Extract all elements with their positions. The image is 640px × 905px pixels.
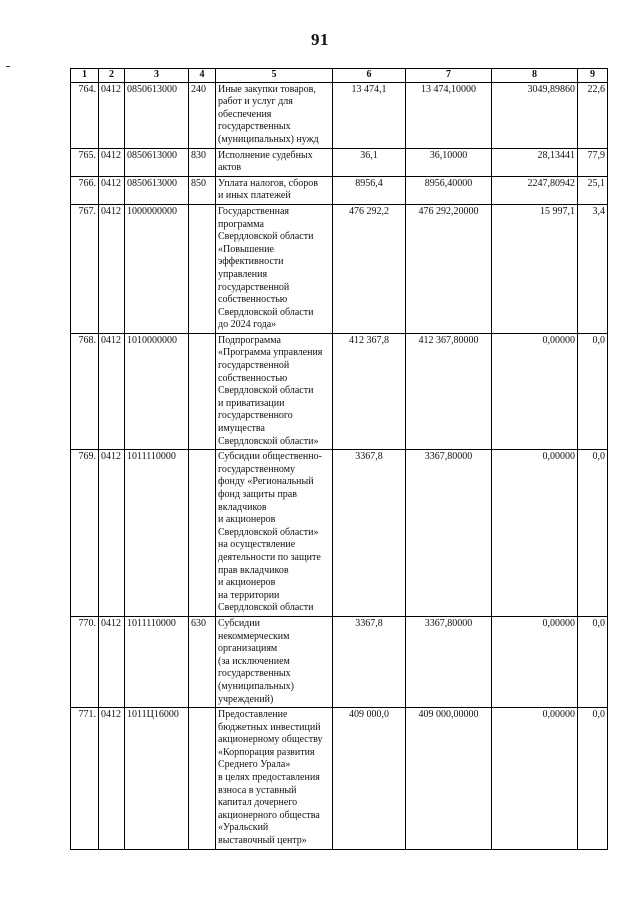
execution-percent: 0,0 bbox=[578, 708, 608, 850]
expense-type-code: 830 bbox=[189, 148, 216, 176]
target-article-code: 1011110000 bbox=[125, 616, 189, 707]
target-article-code: 1011Ц16000 bbox=[125, 708, 189, 850]
column-header: 6 bbox=[333, 69, 406, 83]
table-row bbox=[71, 616, 608, 707]
item-name: Уплата налогов, сборов и иных платежей bbox=[216, 176, 333, 204]
expense-type-code bbox=[189, 204, 216, 333]
execution-percent: 0,0 bbox=[578, 616, 608, 707]
row-number: 770. bbox=[71, 616, 99, 707]
expense-type-code bbox=[189, 333, 216, 449]
target-article-code: 1010000000 bbox=[125, 333, 189, 449]
expense-type-code bbox=[189, 708, 216, 850]
section-code: 0412 bbox=[99, 148, 125, 176]
item-name: Иные закупки товаров, работ и услуг для обеспечения государственных (муниципальных) нужд bbox=[216, 82, 333, 148]
column-header: 9 bbox=[578, 69, 608, 83]
row-number: 771. bbox=[71, 708, 99, 850]
column-header: 7 bbox=[406, 69, 492, 83]
planned-amount: 13 474,1 bbox=[333, 82, 406, 148]
expense-type-code: 850 bbox=[189, 176, 216, 204]
executed-amount: 28,13441 bbox=[492, 148, 578, 176]
planned-amount: 412 367,8 bbox=[333, 333, 406, 449]
row-number: 768. bbox=[71, 333, 99, 449]
column-header: 4 bbox=[189, 69, 216, 83]
section-code: 0412 bbox=[99, 450, 125, 617]
executed-amount: 0,00000 bbox=[492, 333, 578, 449]
column-header: 8 bbox=[492, 69, 578, 83]
page-number: 91 bbox=[311, 30, 329, 49]
table-row bbox=[71, 333, 608, 449]
specified-amount: 476 292,20000 bbox=[406, 204, 492, 333]
executed-amount: 2247,80942 bbox=[492, 176, 578, 204]
specified-amount: 8956,40000 bbox=[406, 176, 492, 204]
column-header: 3 bbox=[125, 69, 189, 83]
margin-mark bbox=[6, 66, 10, 67]
table-row bbox=[71, 148, 608, 176]
expense-type-code: 630 bbox=[189, 616, 216, 707]
specified-amount: 13 474,10000 bbox=[406, 82, 492, 148]
section-code: 0412 bbox=[99, 333, 125, 449]
item-name: Субсидии общественно- государственному фонду «Региональный фонд защиты прав вкладчиков и акционеров Свердловской области» на осуществление деятельности по защите прав вкладчиков и акционеров на территории Свердловской области bbox=[216, 450, 333, 617]
expense-type-code: 240 bbox=[189, 82, 216, 148]
row-number: 769. bbox=[71, 450, 99, 617]
section-code: 0412 bbox=[99, 176, 125, 204]
item-name: Субсидии некоммерческим организациям (за исключением государственных (муниципальных) учреждений) bbox=[216, 616, 333, 707]
target-article-code: 0850613000 bbox=[125, 176, 189, 204]
execution-percent: 77,9 bbox=[578, 148, 608, 176]
specified-amount: 36,10000 bbox=[406, 148, 492, 176]
specified-amount: 3367,80000 bbox=[406, 616, 492, 707]
planned-amount: 476 292,2 bbox=[333, 204, 406, 333]
table-row bbox=[71, 708, 608, 850]
target-article-code: 1000000000 bbox=[125, 204, 189, 333]
executed-amount: 0,00000 bbox=[492, 708, 578, 850]
table-row bbox=[71, 450, 608, 617]
specified-amount: 3367,80000 bbox=[406, 450, 492, 617]
item-name: Исполнение судебных актов bbox=[216, 148, 333, 176]
row-number: 767. bbox=[71, 204, 99, 333]
section-code: 0412 bbox=[99, 616, 125, 707]
executed-amount: 15 997,1 bbox=[492, 204, 578, 333]
row-number: 766. bbox=[71, 176, 99, 204]
specified-amount: 409 000,00000 bbox=[406, 708, 492, 850]
execution-percent: 0,0 bbox=[578, 450, 608, 617]
specified-amount: 412 367,80000 bbox=[406, 333, 492, 449]
planned-amount: 409 000,0 bbox=[333, 708, 406, 850]
item-name: Подпрограмма «Программа управления государственной собственностью Свердловской области и приватизации государственного имущества Свердловской области» bbox=[216, 333, 333, 449]
budget-table bbox=[70, 68, 608, 850]
table-row bbox=[71, 82, 608, 148]
target-article-code: 0850613000 bbox=[125, 82, 189, 148]
execution-percent: 25,1 bbox=[578, 176, 608, 204]
target-article-code: 1011110000 bbox=[125, 450, 189, 617]
executed-amount: 3049,89860 bbox=[492, 82, 578, 148]
executed-amount: 0,00000 bbox=[492, 616, 578, 707]
item-name: Государственная программа Свердловской области «Повышение эффективности управления государственной собственностью Свердловской области до 2024 года» bbox=[216, 204, 333, 333]
planned-amount: 36,1 bbox=[333, 148, 406, 176]
section-code: 0412 bbox=[99, 708, 125, 850]
planned-amount: 3367,8 bbox=[333, 616, 406, 707]
row-number: 764. bbox=[71, 82, 99, 148]
column-header: 2 bbox=[99, 69, 125, 83]
planned-amount: 3367,8 bbox=[333, 450, 406, 617]
expense-type-code bbox=[189, 450, 216, 617]
executed-amount: 0,00000 bbox=[492, 450, 578, 617]
column-header: 5 bbox=[216, 69, 333, 83]
execution-percent: 22,6 bbox=[578, 82, 608, 148]
table-row bbox=[71, 204, 608, 333]
table-row bbox=[71, 176, 608, 204]
planned-amount: 8956,4 bbox=[333, 176, 406, 204]
row-number: 765. bbox=[71, 148, 99, 176]
table-header-row bbox=[71, 69, 608, 83]
section-code: 0412 bbox=[99, 82, 125, 148]
column-header: 1 bbox=[71, 69, 99, 83]
item-name: Предоставление бюджетных инвестиций акционерному обществу «Корпорация развития Среднего Урала» в целях предоставления взноса в уставный капитал дочернего акционерного общества «Уральский выставочный центр» bbox=[216, 708, 333, 850]
target-article-code: 0850613000 bbox=[125, 148, 189, 176]
execution-percent: 3,4 bbox=[578, 204, 608, 333]
execution-percent: 0,0 bbox=[578, 333, 608, 449]
section-code: 0412 bbox=[99, 204, 125, 333]
